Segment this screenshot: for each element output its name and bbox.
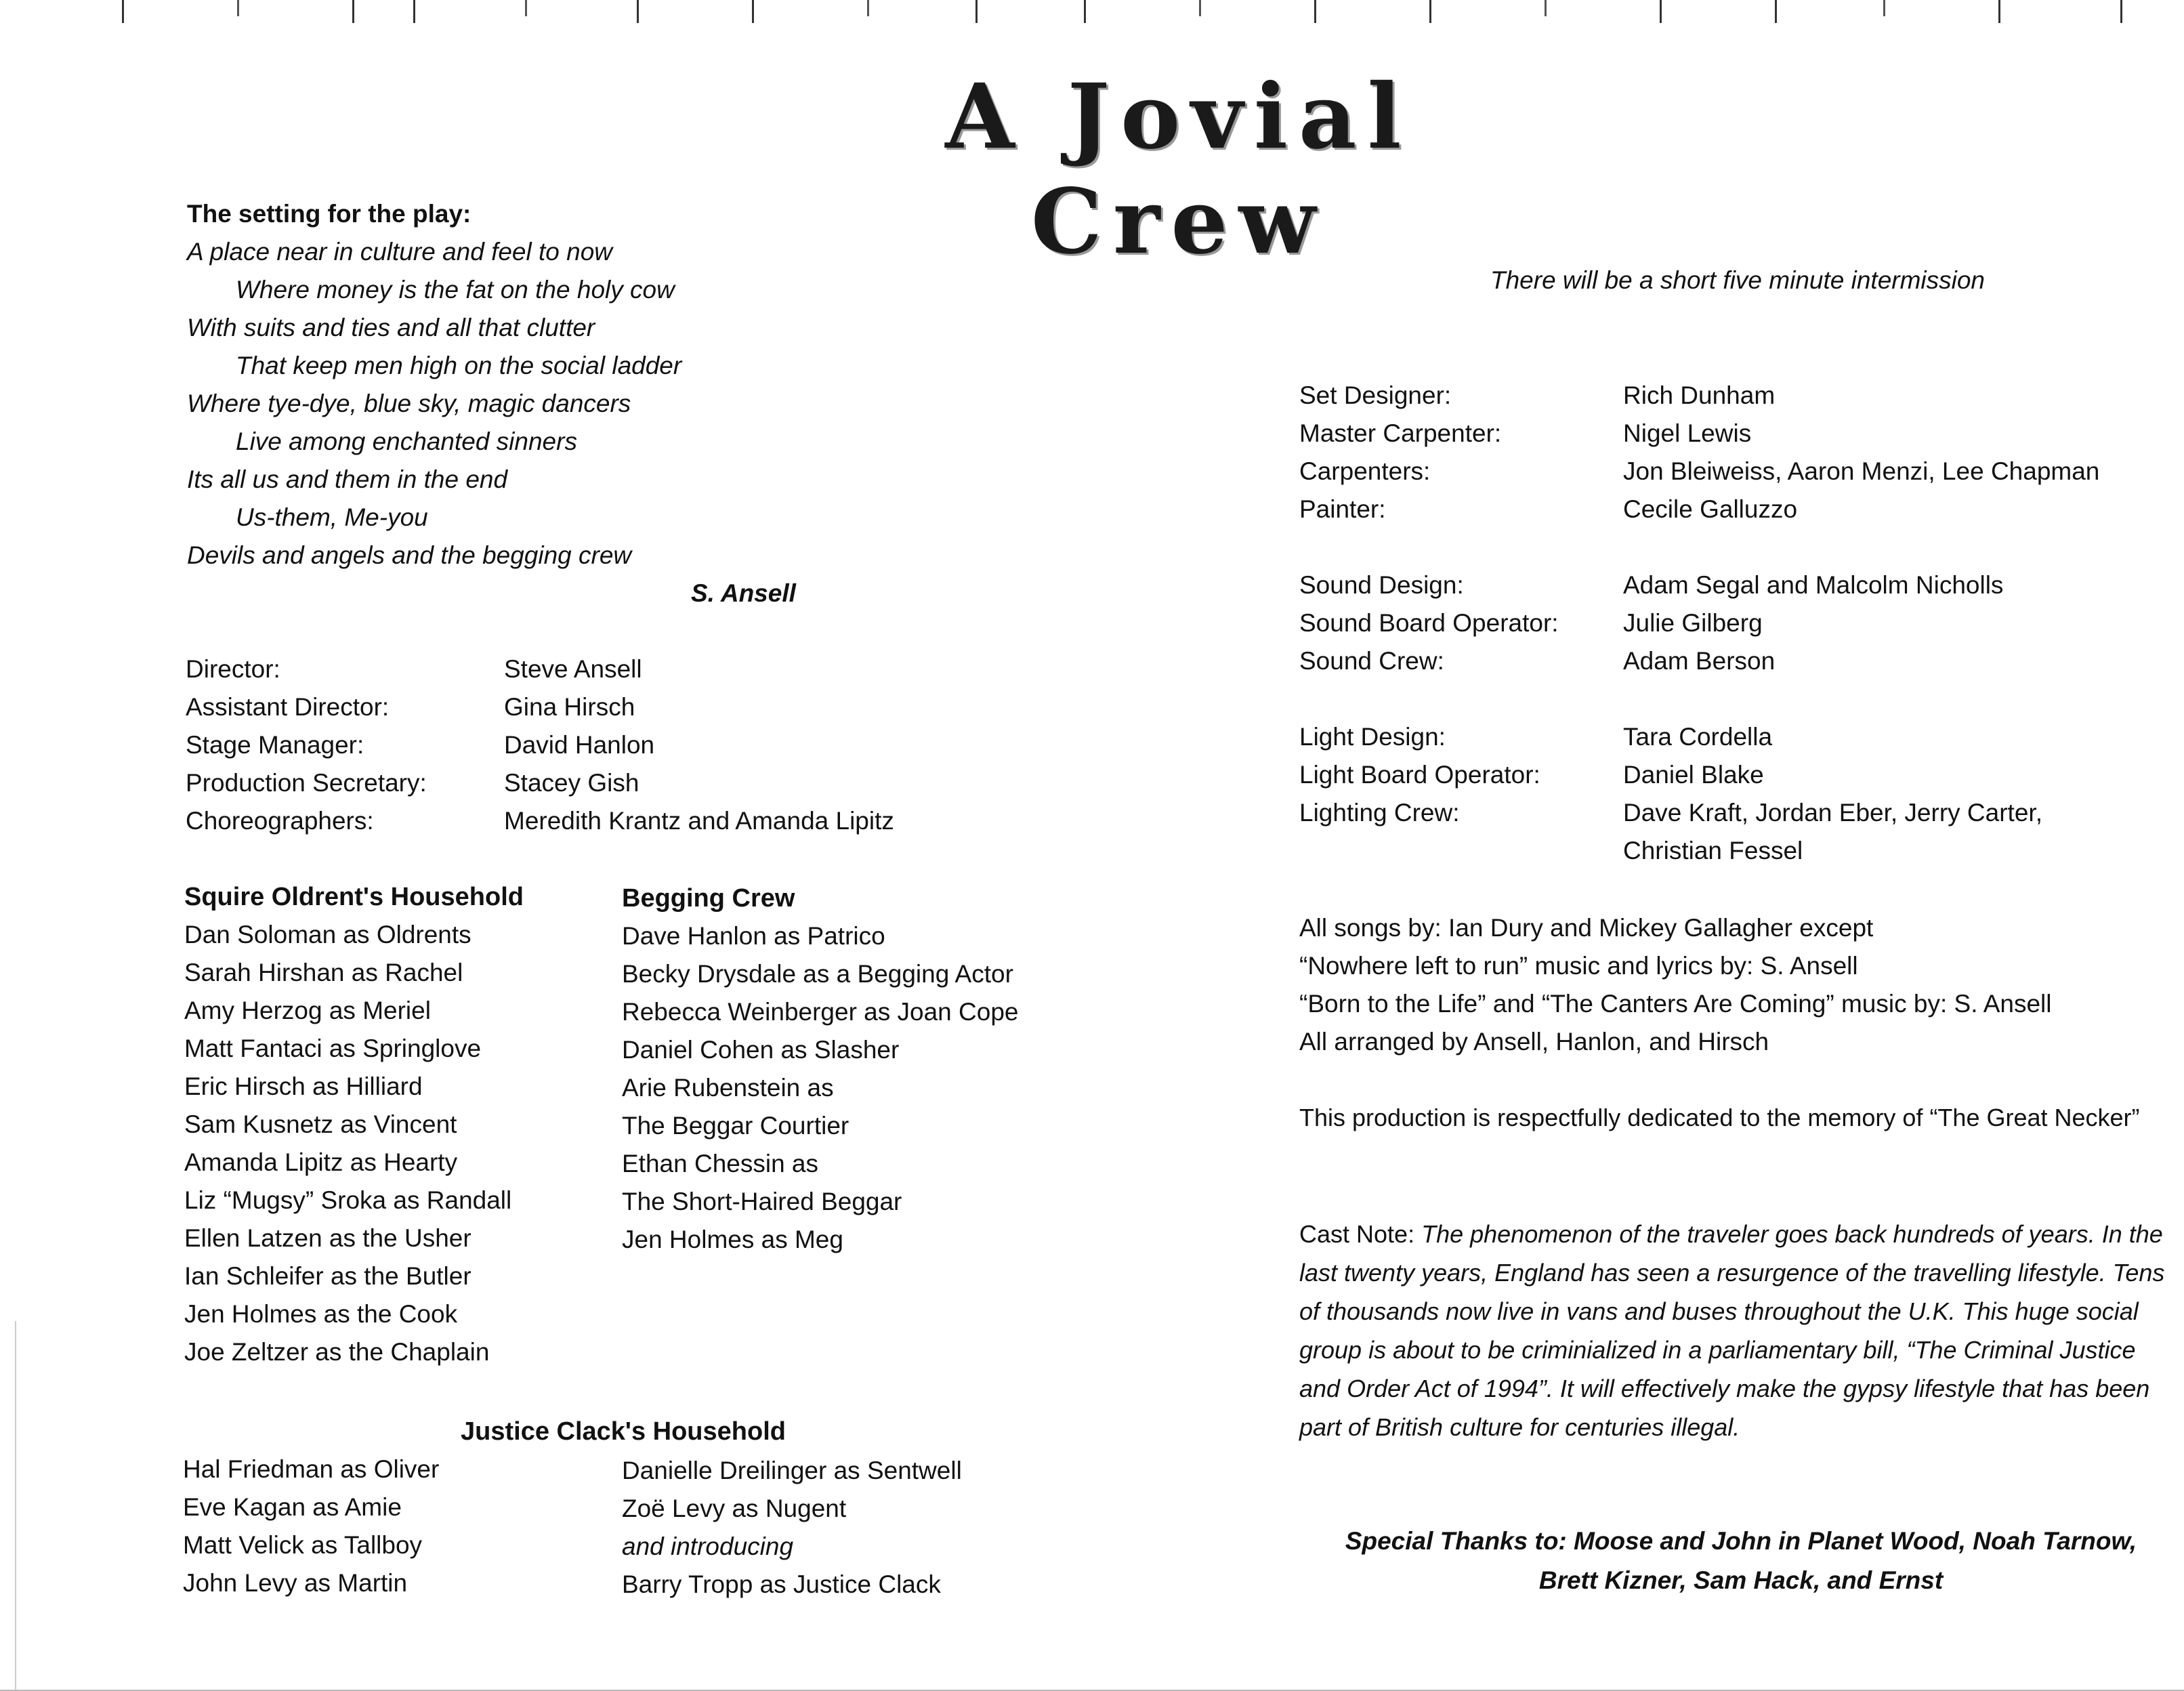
credit-row bbox=[186, 688, 894, 726]
cast-member: Amanda Lipitz as Hearty bbox=[184, 1148, 458, 1176]
credit-name: Meredith Krantz and Amanda Lipitz bbox=[504, 807, 894, 835]
cast-member: Ian Schleifer as the Butler bbox=[184, 1262, 471, 1290]
poem-line: Where money is the fat on the holy cow bbox=[236, 276, 675, 304]
cast-member: Jen Holmes as the Cook bbox=[184, 1300, 458, 1328]
cast-member: Matt Fantaci as Springlove bbox=[184, 1035, 482, 1062]
credit-name: David Hanlon bbox=[504, 731, 655, 759]
music-credit-line: “Born to the Life” and “The Canters Are Coming” music by: S. Ansell bbox=[1299, 990, 2052, 1018]
binding-tick bbox=[352, 0, 354, 23]
credit-row bbox=[1299, 756, 2099, 794]
credit-role: Sound Board Operator: bbox=[1299, 609, 1559, 637]
binding-tick bbox=[122, 0, 124, 23]
binding-tick bbox=[525, 0, 527, 16]
credit-name: Gina Hirsch bbox=[504, 693, 635, 721]
justice-household-heading: Justice Clack's Household bbox=[461, 1417, 786, 1446]
binding-tick bbox=[1883, 0, 1885, 16]
credit-name: Rich Dunham bbox=[1623, 381, 1776, 409]
credit-name: Cecile Galluzzo bbox=[1623, 495, 1798, 523]
credit-name: Julie Gilberg bbox=[1623, 609, 1763, 637]
credit-row bbox=[1299, 832, 2099, 870]
cast-member: The Short-Haired Beggar bbox=[622, 1188, 902, 1215]
cast-member: Ellen Latzen as the Usher bbox=[184, 1224, 471, 1252]
binding-tick bbox=[637, 0, 639, 23]
binding-tick bbox=[1775, 0, 1777, 23]
credit-role: Stage Manager: bbox=[186, 731, 364, 759]
cast-member: John Levy as Martin bbox=[183, 1569, 408, 1597]
begging-crew-heading: Begging Crew bbox=[622, 884, 795, 913]
crew-credits bbox=[1299, 377, 2099, 870]
credit-row bbox=[1299, 566, 2099, 604]
production-staff bbox=[186, 650, 894, 840]
credit-name: Nigel Lewis bbox=[1623, 419, 1752, 447]
poem-line: Us-them, Me-you bbox=[236, 503, 428, 531]
cast-note bbox=[1299, 1215, 2164, 1446]
poem-line: With suits and ties and all that clutter bbox=[187, 314, 595, 341]
poem-line: Where tye-dye, blue sky, magic dancers bbox=[187, 390, 631, 417]
special-thanks-line: Special Thanks to: Moose and John in Planet Wood, Noah Tarnow, bbox=[1345, 1527, 2137, 1555]
cast-note-first-line bbox=[1299, 1215, 2164, 1253]
credit-role: Carpenters: bbox=[1299, 457, 1431, 485]
credit-name: Dave Kraft, Jordan Eber, Jerry Carter, bbox=[1623, 799, 2042, 827]
cast-member: Becky Drysdale as a Begging Actor bbox=[622, 960, 1013, 988]
credit-row bbox=[186, 650, 894, 688]
credit-name: Daniel Blake bbox=[1623, 761, 1764, 789]
credit-role: Director: bbox=[186, 655, 280, 683]
binding-edge bbox=[0, 0, 2184, 27]
cast-member: Arie Rubenstein as bbox=[622, 1074, 834, 1102]
binding-tick bbox=[1998, 0, 2000, 23]
credit-role: Sound Crew: bbox=[1299, 647, 1444, 675]
cast-member: Eric Hirsch as Hilliard bbox=[184, 1072, 423, 1100]
credit-name: Steve Ansell bbox=[504, 655, 642, 683]
setting-section bbox=[187, 195, 681, 575]
dedication: This production is respectfully dedicated to the memory of “The Great Necker” bbox=[1299, 1104, 2140, 1131]
justice-household-right bbox=[622, 1452, 962, 1604]
credit-row bbox=[1299, 377, 2099, 415]
credit-row bbox=[186, 726, 894, 764]
poem-line: A place near in culture and feel to now bbox=[187, 238, 613, 266]
squire-household-heading: Squire Oldrent's Household bbox=[184, 883, 524, 911]
binding-tick bbox=[1314, 0, 1316, 23]
cast-member: Amy Herzog as Meriel bbox=[184, 997, 431, 1024]
credit-name: Jon Bleiweiss, Aaron Menzi, Lee Chapman bbox=[1623, 457, 2100, 485]
cast-member: Rebecca Weinberger as Joan Cope bbox=[622, 998, 1019, 1026]
credit-row bbox=[1299, 415, 2099, 453]
credit-role: Master Carpenter: bbox=[1299, 419, 1502, 447]
binding-tick bbox=[1429, 0, 1431, 23]
cast-note-line: part of British culture for centuries illegal. bbox=[1299, 1413, 1740, 1441]
credit-role: Production Secretary: bbox=[186, 769, 427, 797]
music-credit-line: “Nowhere left to run” music and lyrics by: S. Ansell bbox=[1299, 952, 1858, 980]
cast-member: Daniel Cohen as Slasher bbox=[622, 1036, 900, 1064]
credit-row bbox=[1299, 642, 2099, 680]
cast-member: Sarah Hirshan as Rachel bbox=[184, 959, 463, 986]
credit-row bbox=[1299, 794, 2099, 832]
cast-member: The Beggar Courtier bbox=[622, 1112, 849, 1140]
poem-line: Its all us and them in the end bbox=[187, 465, 508, 493]
justice-household-left bbox=[183, 1450, 439, 1602]
cast-member: Barry Tropp as Justice Clack bbox=[622, 1570, 941, 1598]
music-credit-line: All arranged by Ansell, Hanlon, and Hirsch bbox=[1299, 1028, 1769, 1056]
binding-tick bbox=[975, 0, 978, 23]
cast-member: Ethan Chessin as bbox=[622, 1150, 819, 1177]
poem-line: Live among enchanted sinners bbox=[236, 427, 577, 455]
cast-member: Dave Hanlon as Patrico bbox=[622, 922, 885, 950]
credit-role bbox=[1299, 832, 1623, 870]
page-edge-left bbox=[15, 1321, 16, 1691]
cast-member: Jen Holmes as Meg bbox=[622, 1226, 843, 1253]
music-credits bbox=[1299, 909, 2052, 1061]
cast-note-label: Cast Note: bbox=[1299, 1220, 1415, 1248]
cast-member: Sam Kusnetz as Vincent bbox=[184, 1110, 457, 1138]
credit-name: Tara Cordella bbox=[1623, 723, 1773, 751]
poem-line: Devils and angels and the begging crew bbox=[187, 541, 632, 569]
credit-row bbox=[1299, 490, 2099, 528]
credit-role: Light Design: bbox=[1299, 723, 1446, 751]
binding-tick bbox=[752, 0, 754, 23]
credit-role: Assistant Director: bbox=[186, 693, 390, 721]
cast-note-line: group is about to be criminialized in a parliamentary bill, “The Criminal Justice bbox=[1299, 1336, 2136, 1364]
binding-tick bbox=[1660, 0, 1662, 23]
credit-name: Stacey Gish bbox=[504, 769, 639, 797]
credit-name: Adam Segal and Malcolm Nicholls bbox=[1623, 571, 2004, 599]
music-credit-line: All songs by: Ian Dury and Mickey Gallagher except bbox=[1299, 914, 1874, 942]
cast-member: Danielle Dreilinger as Sentwell bbox=[622, 1457, 962, 1484]
play-title: A Jovial Crew bbox=[945, 64, 1412, 274]
intermission-note: There will be a short five minute intermission bbox=[1490, 266, 1986, 294]
credit-row bbox=[1299, 718, 2099, 756]
begging-crew bbox=[622, 879, 1019, 1259]
credit-row bbox=[1299, 453, 2099, 490]
credit-name: Adam Berson bbox=[1623, 647, 1776, 675]
poem-author: S. Ansell bbox=[691, 579, 796, 607]
special-thanks bbox=[1301, 1522, 2181, 1600]
credit-role: Sound Design: bbox=[1299, 571, 1464, 599]
cast-member: Matt Velick as Tallboy bbox=[183, 1531, 423, 1559]
credit-role: Lighting Crew: bbox=[1299, 799, 1460, 827]
binding-tick bbox=[1545, 0, 1547, 16]
squire-household bbox=[184, 878, 524, 1371]
credit-role: Set Designer: bbox=[1299, 381, 1452, 409]
credit-role: Choreographers: bbox=[186, 807, 374, 835]
binding-tick bbox=[2120, 0, 2122, 23]
cast-member: Liz “Mugsy” Sroka as Randall bbox=[184, 1186, 512, 1214]
binding-tick bbox=[1084, 0, 1086, 23]
binding-tick bbox=[1199, 0, 1201, 16]
credit-row bbox=[1299, 604, 2099, 642]
binding-tick bbox=[237, 0, 239, 16]
cast-member: Dan Soloman as Oldrents bbox=[184, 921, 471, 948]
cast-member: Zoë Levy as Nugent bbox=[622, 1495, 847, 1522]
cast-member: Joe Zeltzer as the Chaplain bbox=[184, 1338, 490, 1366]
crew-group-light bbox=[1299, 718, 2099, 870]
crew-group-set bbox=[1299, 377, 2099, 528]
cast-member: Hal Friedman as Oliver bbox=[183, 1455, 440, 1483]
introducing-label: and introducing bbox=[622, 1532, 794, 1560]
crew-group-sound bbox=[1299, 566, 2099, 680]
special-thanks-line: Brett Kizner, Sam Hack, and Ernst bbox=[1538, 1566, 1944, 1594]
cast-note-line: of thousands now live in vans and buses throughout the U.K. This huge social bbox=[1299, 1297, 2139, 1325]
cast-note-line: and Order Act of 1994”. It will effectively make the gypsy lifestyle that has been bbox=[1299, 1375, 2150, 1402]
binding-tick bbox=[413, 0, 415, 23]
credit-name: Christian Fessel bbox=[1623, 837, 1803, 864]
cast-note-line: last twenty years, England has seen a resurgence of the travelling lifestyle. Tens bbox=[1299, 1259, 2165, 1287]
credit-role: Light Board Operator: bbox=[1299, 761, 1540, 789]
poem-line: That keep men high on the social ladder bbox=[236, 352, 682, 379]
cast-note-line: The phenomenon of the traveler goes back hundreds of years. In the bbox=[1421, 1220, 2163, 1248]
cast-member: Eve Kagan as Amie bbox=[183, 1493, 402, 1521]
credit-role: Painter: bbox=[1299, 495, 1386, 523]
credit-row bbox=[186, 764, 894, 802]
credit-row bbox=[186, 802, 894, 840]
setting-heading: The setting for the play: bbox=[187, 200, 471, 228]
binding-tick bbox=[867, 0, 869, 16]
